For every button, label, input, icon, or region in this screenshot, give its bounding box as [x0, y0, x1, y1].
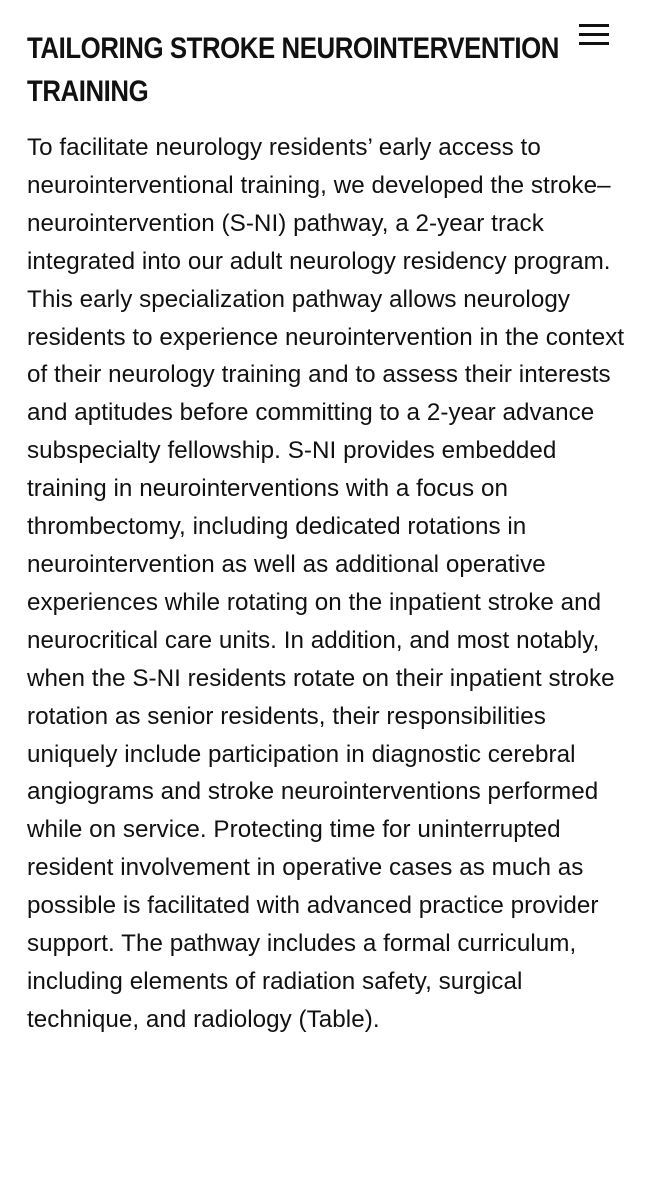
section-heading-line-1: TAILORING STROKE NEUROINTERVENTION	[27, 32, 559, 65]
section-heading-line-2: TRAINING	[27, 75, 149, 108]
article-paragraph: To facilitate neurology residents’ early access to neurointerventional training, we developed the stroke–neurointervention (S-NI) pathway, a 2-year track integrated into our adult neurology residency program. This early specialization pathway allows neurology residents to experience neurointervention in the context of their neurology training and to assess their interests and aptitudes before committing to a 2-year advance subspecialty fellowship. S-NI provides embedded training in neurointerventions with a focus on thrombectomy, including dedicated rotations in neurointervention as well as additional operative experiences while rotating on the inpatient stroke and neurocritical care units. In addition, and most notably, when the S-NI residents rotate on their inpatient stroke rotation as senior residents, their responsibilities uniquely include participation in diagnostic cerebral angiograms and stroke neurointerventions performed while on service. Protecting time for uninterrupted resident involvement in operative cases as much as possible is facilitated with advanced practice provider support. The pathway includes a formal curriculum, including elements of radiation safety, surgical technique, and radiology (Table).	[27, 134, 625, 1033]
hamburger-menu-icon[interactable]	[579, 22, 609, 48]
menu-bar-bottom	[579, 42, 609, 45]
section-heading	[27, 0, 559, 113]
menu-bar-middle	[579, 33, 609, 36]
menu-bar-top	[579, 24, 609, 27]
